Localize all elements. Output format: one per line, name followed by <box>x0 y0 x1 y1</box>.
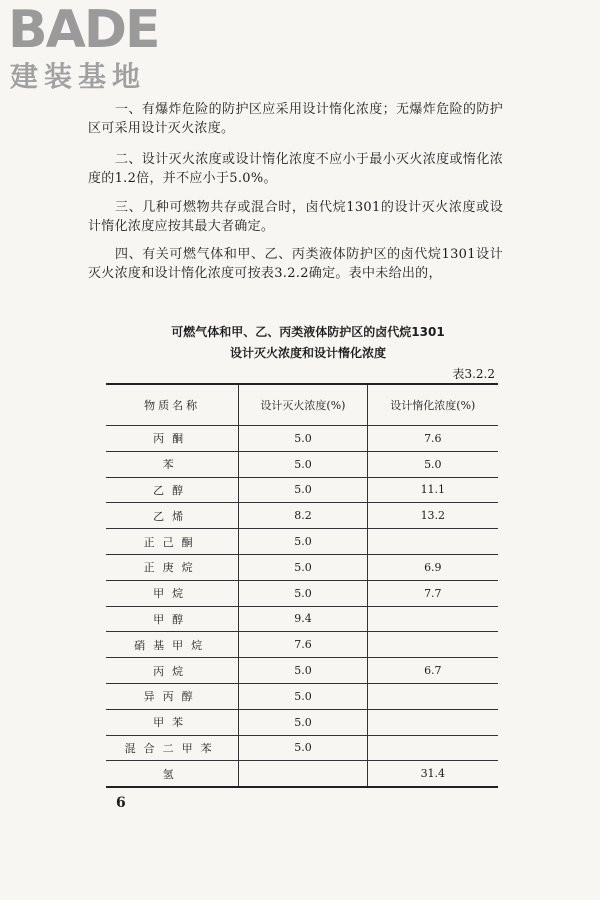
substance-name: 苯 <box>106 451 239 477</box>
table-row <box>106 477 498 503</box>
extinguishing-concentration: 5.0 <box>239 709 367 735</box>
substance-name: 乙醇 <box>106 477 239 503</box>
watermark-brand: BADE <box>8 0 159 60</box>
inerting-concentration <box>367 683 498 709</box>
substance-name: 乙烯 <box>106 503 239 529</box>
extinguishing-concentration: 5.0 <box>239 426 367 452</box>
substance-name: 硝基甲烷 <box>106 632 239 658</box>
inerting-concentration <box>367 529 498 555</box>
inerting-concentration: 7.7 <box>367 580 498 606</box>
extinguishing-concentration: 5.0 <box>239 735 367 761</box>
extinguishing-concentration: 5.0 <box>239 477 367 503</box>
substance-name: 异丙醇 <box>106 683 239 709</box>
substance-name: 正己酮 <box>106 529 239 555</box>
extinguishing-concentration: 5.0 <box>239 554 367 580</box>
inerting-concentration <box>367 606 498 632</box>
inerting-concentration <box>367 632 498 658</box>
table-title-line-2: 设计灭火浓度和设计惰化浓度 <box>229 346 386 360</box>
table-row <box>106 735 498 761</box>
table-body <box>106 426 498 788</box>
extinguishing-concentration <box>239 761 367 787</box>
table-row <box>106 658 498 684</box>
inerting-concentration: 11.1 <box>367 477 498 503</box>
inerting-concentration: 7.6 <box>367 426 498 452</box>
table-row <box>106 554 498 580</box>
table-row <box>106 606 498 632</box>
substance-name: 甲苯 <box>106 709 239 735</box>
inerting-concentration: 6.7 <box>367 658 498 684</box>
header-extinguishing-concentration: 设计灭火浓度(%) <box>239 384 367 426</box>
clause-2: 二、设计灭火浓度或设计惰化浓度不应小于最小灭火浓度或惰化浓度的1.2倍，并不应小于5.0%。 <box>88 152 503 186</box>
watermark-subtitle: 建装基地 <box>10 60 147 93</box>
extinguishing-concentration: 5.0 <box>239 658 367 684</box>
table-title-line-1: 可燃气体和甲、乙、丙类液体防护区的卤代烷1301 <box>171 325 445 339</box>
table-row <box>106 709 498 735</box>
table-row <box>106 683 498 709</box>
substance-name: 甲烷 <box>106 580 239 606</box>
inerting-concentration: 31.4 <box>367 761 498 787</box>
table-header-row <box>106 384 498 426</box>
substance-name: 甲醇 <box>106 606 239 632</box>
extinguishing-concentration: 5.0 <box>239 451 367 477</box>
table-row <box>106 426 498 452</box>
extinguishing-concentration: 8.2 <box>239 503 367 529</box>
extinguishing-concentration: 7.6 <box>239 632 367 658</box>
watermark-logo <box>8 2 183 98</box>
table-row <box>106 529 498 555</box>
substance-name: 丙酮 <box>106 426 239 452</box>
table-row <box>106 503 498 529</box>
extinguishing-concentration: 5.0 <box>239 580 367 606</box>
table-row <box>106 761 498 787</box>
clause-1: 一、有爆炸危险的防护区应采用设计惰化浓度；无爆炸危险的防护区可采用设计灭火浓度。 <box>88 102 503 136</box>
page-number: 6 <box>116 795 126 811</box>
substance-name: 氢 <box>106 761 239 787</box>
extinguishing-concentration: 9.4 <box>239 606 367 632</box>
substance-name: 混合二甲苯 <box>106 735 239 761</box>
table-row <box>106 632 498 658</box>
table-row <box>106 451 498 477</box>
inerting-concentration <box>367 709 498 735</box>
inerting-concentration <box>367 735 498 761</box>
inerting-concentration: 6.9 <box>367 554 498 580</box>
table-row <box>106 580 498 606</box>
clause-4: 四、有关可燃气体和甲、乙、丙类液体防护区的卤代烷1301设计灭火浓度和设计惰化浓度可按表3.2.2确定。表中未给出的， <box>88 247 503 281</box>
substance-name: 正庚烷 <box>106 554 239 580</box>
inerting-concentration: 13.2 <box>367 503 498 529</box>
substance-name: 丙烷 <box>106 658 239 684</box>
header-inerting-concentration: 设计惰化浓度(%) <box>367 384 498 426</box>
concentration-table <box>106 383 498 788</box>
extinguishing-concentration: 5.0 <box>239 683 367 709</box>
inerting-concentration: 5.0 <box>367 451 498 477</box>
extinguishing-concentration: 5.0 <box>239 529 367 555</box>
table-number: 表3.2.2 <box>452 367 495 381</box>
header-substance: 物质名称 <box>106 384 239 426</box>
clause-3: 三、几种可燃物共存或混合时，卤代烷1301的设计灭火浓度或设计惰化浓度应按其最大者确定。 <box>88 200 503 234</box>
